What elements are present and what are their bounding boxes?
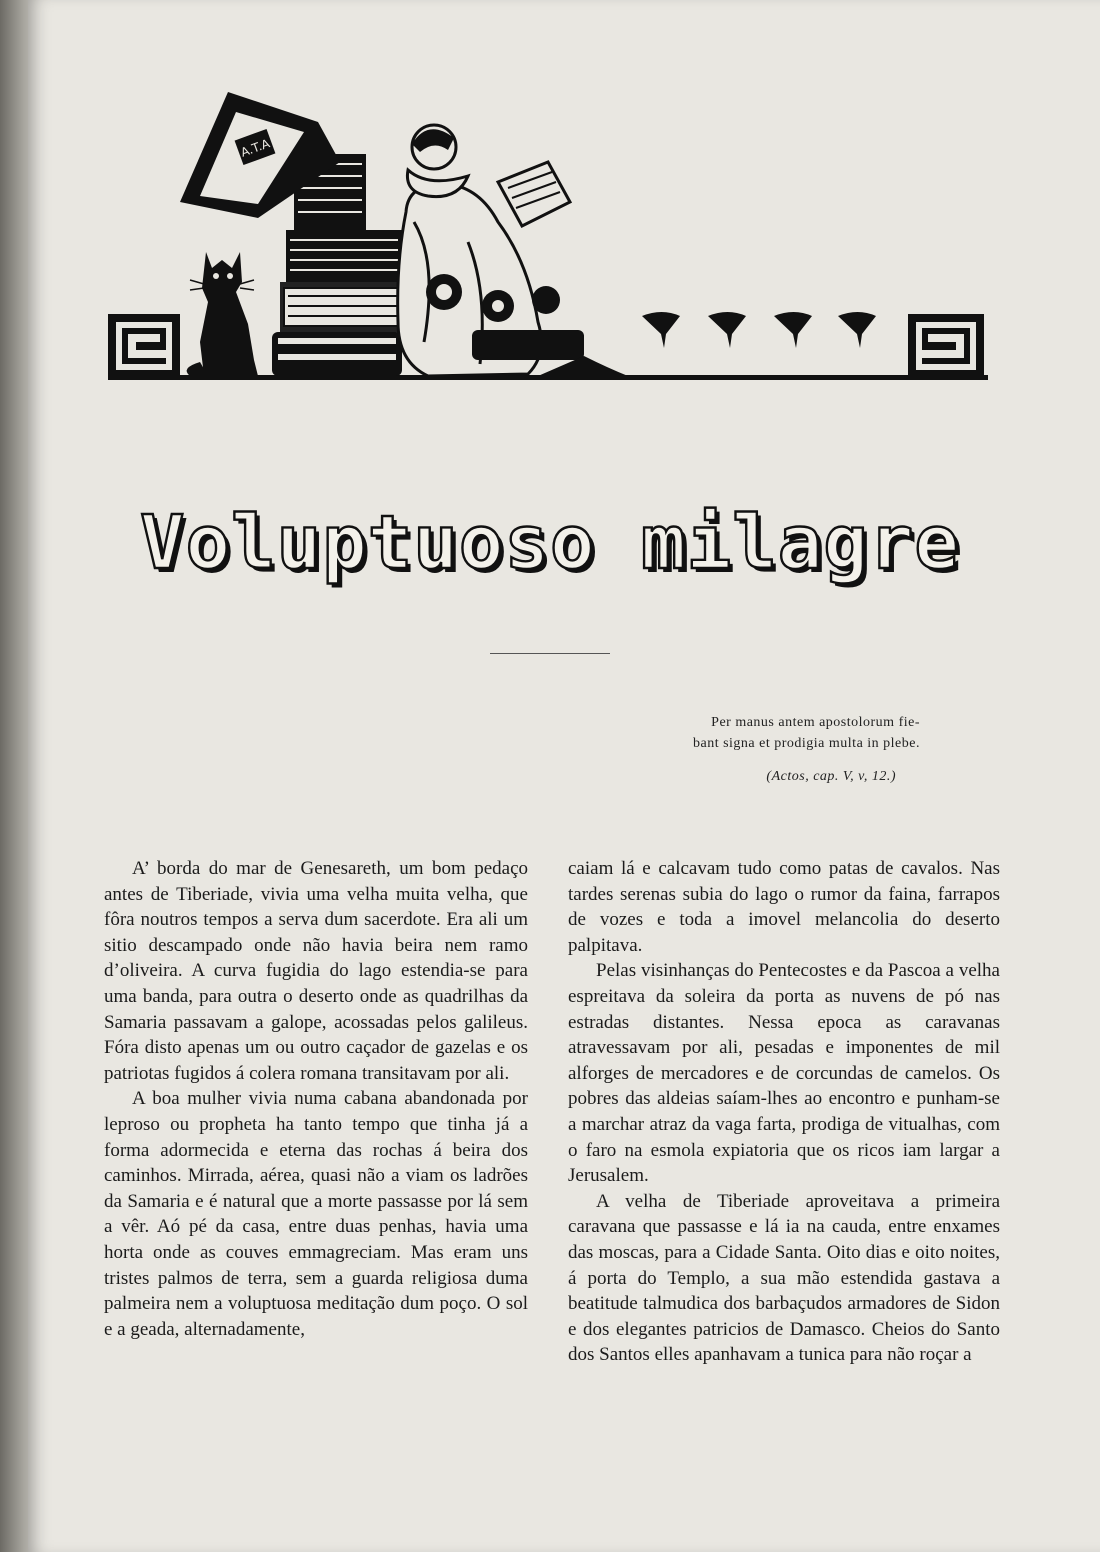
title-rule bbox=[490, 653, 610, 654]
fan-ornament-icon bbox=[642, 312, 876, 348]
epigraph-line: Per manus antem apostolorum fie- bbox=[711, 715, 920, 730]
greek-key-right-icon bbox=[908, 314, 984, 378]
right-column bbox=[568, 856, 1000, 1368]
paragraph: A boa mulher vivia numa cabana abandonada por leproso ou propheta ha tanto tempo que tinha já a forma adormecida e eterna das rochas á beira dos caminhos. Mirrada, aérea, quasi não a viam os ladrões da Samaria e é natural que a morte passasse por lá sem a vêr. Aó pé da casa, entre duas penhas, havia uma horta onde as couves emmagreciam. Mas eram uns tristes palmos de terra, sem a guarda religiosa duma palmeira nem a voluptuosa meditação dum poço. O sol e a geada, alternadamente, bbox=[104, 1088, 528, 1340]
pierrot-reading-icon bbox=[398, 125, 628, 376]
paragraph: Pelas visinhanças do Pentecostes e da Pascoa a velha espreitava da soleira da porta as nuvens de pó nas estradas distantes. Nessa epoca as caravanas atravessavam por ali, pesadas e imponentes de mil alforges de mercadores e de corcundas de camelos. Os pobres das aldeias saíam-lhes ao encontro e punham-se a marchar atraz da vaga farta, prodiga de vitualhas, com o faro na esmola expiatoria que os ricos iam largar a Jerusalem. bbox=[568, 960, 1000, 1187]
epigraph-citation: (Actos, cap. V, v, 12.) bbox=[766, 769, 896, 784]
paragraph: A velha de Tiberiade aproveitava a primeira caravana que passasse e lá ia na cauda, entre enxames das moscas, para a Cidade Santa. Oito dias e oito noites, á porta do Templo, a sua mão estendida gastava a beatitude talmudica dos barbaçudos armadores de Sidon e dos elegantes patricios de Damasco. Cheios do Santo dos Santos elles apanhavam a tunica para não roçar a bbox=[568, 1190, 1000, 1366]
paragraph: caiam lá e calcavam tudo como patas de cavalos. Nas tardes serenas subia do lago o rumor da faina, farrapos de vozes e toda a imovel melancolia do deserto palpitava. bbox=[568, 858, 1000, 956]
article-title: Voluptuoso milagre bbox=[140, 500, 960, 586]
left-column bbox=[104, 856, 528, 1342]
header-illustration bbox=[108, 92, 988, 388]
book-spine-text: A.T.A bbox=[238, 136, 272, 160]
paragraph: A’ borda do mar de Genesareth, um bom pedaço antes de Tiberiade, vivia uma velha muita velha, que fôra noutros tempos a serva dum sacerdote. Era ali um sitio descampado onde não havia beira nem ramo d’oliveira. A curva fugidia do lago estendia-se para uma banda, para outra o deserto onde as quadrilhas da Samaria passavam a galope, acossadas pelos galileus. Fóra disto apenas um ou outro caçador de gazelas e os patriotas fugidos á colera romana transitavam por ali. bbox=[104, 858, 528, 1084]
epigraph bbox=[600, 712, 920, 787]
greek-key-left-icon bbox=[108, 314, 180, 378]
black-cat-icon bbox=[187, 252, 258, 376]
epigraph-line: bant signa et prodigia multa in plebe. bbox=[692, 736, 920, 751]
